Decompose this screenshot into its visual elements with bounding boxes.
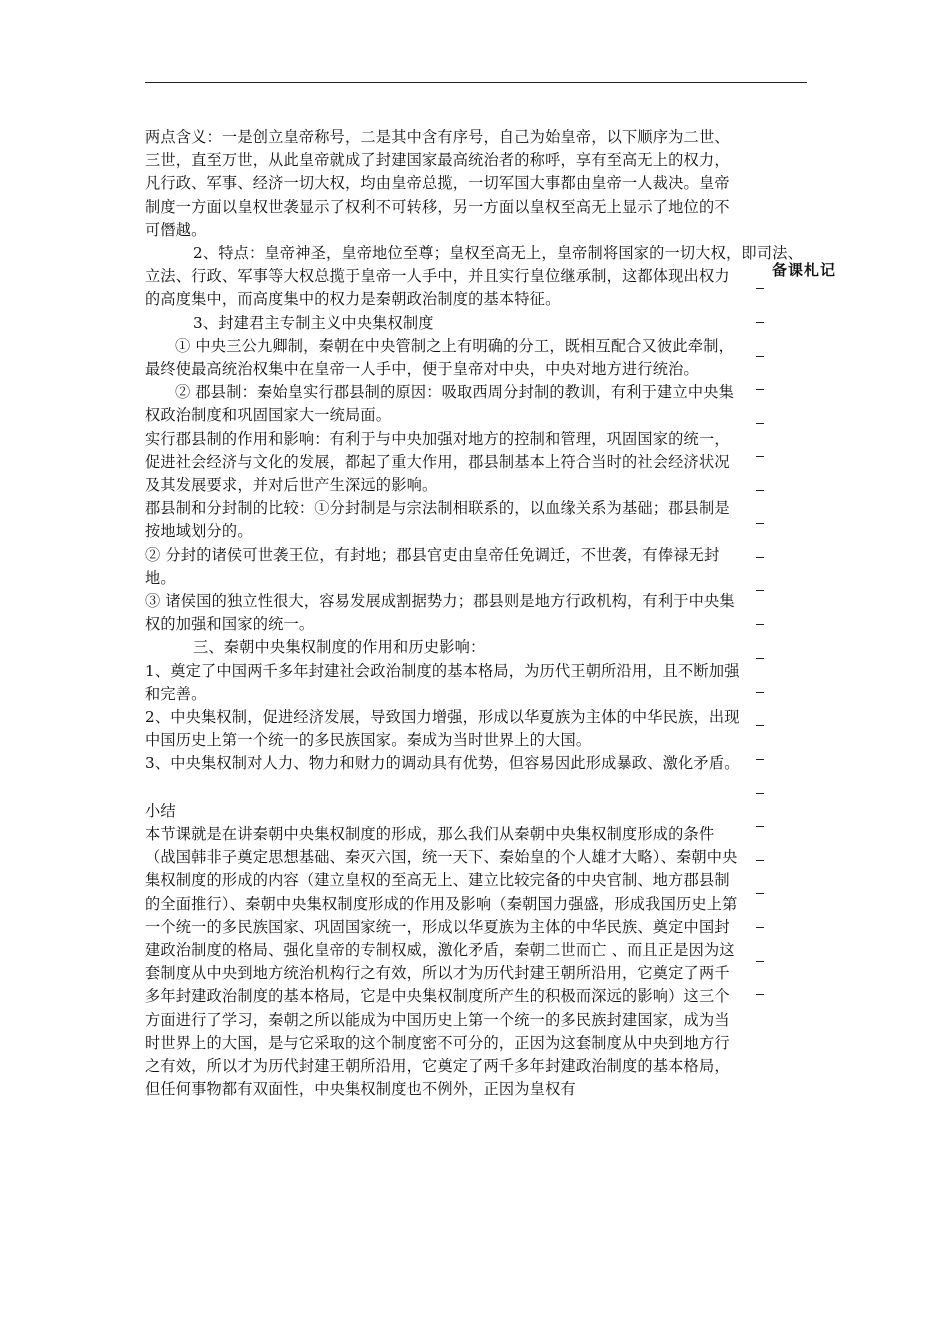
notes-label: 备课札记 [772, 261, 837, 279]
note-line [756, 658, 764, 659]
note-line [756, 893, 764, 894]
note-line [756, 557, 764, 558]
paragraph: 郡县制和分封制的比较：①分封制是与宗法制相联系的，以血缘关系为基础；郡县制是按地域划分的。 [145, 499, 730, 541]
paragraph: 1、奠定了中国两千多年封建社会政治制度的基本格局，为历代王朝所沿用，且不断加强和完善。 [145, 661, 740, 703]
paragraph: 本节课就是在讲秦朝中央集权制度的形成，那么我们从秦朝中央集权制度形成的条件（战国韩非子奠定思想基础、秦灭六国，统一天下、秦始皇的个人雄才大略）、秦朝中央集权制度的形成的内容（建立皇权的至高无上、建立比较完备的中央官制、地方郡县制的全面推行）、秦朝中央集权制度形成的作用及影响（秦朝国力强盛，形成我国历史上第一个统一的多民族国家、巩固国家统一，形成以华夏族为主体的中华民族、奠定中国封建政治制度的格局、强化皇帝的专制权威，激化矛盾，秦朝二世而亡 、而且正是因为这套制度从中央到地方统治机构行之有效，所以才为历代封建王朝所沿用，它奠定了两千多年封建政治制度的基本格局，它是中央集权制度所产生的积极而深远的影响）这三个方面进行了学习，秦朝之所以能成为中国历史上第一个统一的多民族封建国家，成为当时世界上的大国，是与它采取的这个制度密不可分的，正因为这套制度从中央到地方行之有效，所以才为历代封建王朝所沿用，它奠定了两千多年封建政治制度的基本格局，但任何事物都有双面性，中央集权制度也不例外，正因为皇权有 [145, 824, 738, 1099]
note-line [756, 826, 764, 827]
note-line [756, 322, 764, 323]
paragraph: ① 中央三公九卿制，秦朝在中央管制之上有明确的分工，既相互配合又彼此牵制，最终使最高统治权集中在皇帝一人手中，便于皇帝对中央，中央对地方进行统治。 [145, 336, 734, 379]
note-line [756, 793, 764, 794]
note-line [756, 927, 764, 928]
paragraph: 2、中央集权制，促进经济发展，导致国力增强，形成以华夏族为主体的中华民族，出现中国历史上第一个统一的多民族国家。秦成为当时世界上的大国。 [145, 708, 740, 750]
note-line [756, 288, 764, 289]
spacer [145, 776, 745, 800]
paragraph: 实行郡县制的作用和影响：有利于与中央加强对地方的控制和管理，巩固国家的统一，促进社会经济与文化的发展，都起了重大作用，郡县制基本上符合当时的社会经济状况及其发展要求，并对后世产生深远的影响。 [145, 429, 730, 495]
note-line [756, 624, 764, 625]
paragraph: 立法、行政、军事等大权总揽于皇帝一人手中，并且实行皇位继承制，这都体现出权力的高度集中，而高度集中的权力是秦朝政治制度的基本特征。 [145, 267, 730, 309]
paragraph: 两点含义：一是创立皇帝称号，二是其中含有序号，自己为始皇帝，以下顺序为二世、三世，直至万世，从此皇帝就成了封建国家最高统治者的称呼，享有至高无上的权力，凡行政、军事、经济一切大权，均由皇帝总揽，一切军国大事都由皇帝一人裁决。皇帝制度一方面以皇权世袭显示了权利不可转移，另一方面以皇权至高无上显示了地位的不可僭越。 [145, 128, 730, 239]
note-line [756, 456, 764, 457]
note-line [756, 523, 764, 524]
note-line [756, 590, 764, 591]
paragraph: 3、封建君主专制主义中央集权制度 [193, 313, 434, 332]
paragraph: 3、中央集权制对人力、物力和财力的调动具有优势，但容易因此形成暴政、激化矛盾。 [145, 754, 740, 773]
paragraph: ② 分封的诸侯可世袭王位，有封地；郡县官吏由皇帝任免调迁，不世袭，有俸禄无封地。 [145, 545, 720, 587]
paragraph: 小结 [145, 801, 176, 820]
paragraph: 三、秦朝中央集权制度的作用和历史影响： [193, 638, 486, 657]
note-line [756, 994, 764, 995]
note-line [756, 692, 764, 693]
header-rule [145, 82, 807, 83]
paragraph: 2、特点：皇帝神圣，皇帝地位至尊；皇权至高无上，皇帝制将国家的一切大权，即司法、 [193, 244, 803, 263]
note-line [756, 423, 764, 424]
note-line [756, 961, 764, 962]
note-line [756, 725, 764, 726]
note-line [756, 490, 764, 491]
paragraph: ② 郡县制：秦始皇实行郡县制的原因：吸取西周分封制的教训，有利于建立中央集权政治制度和巩固国家大一统局面。 [145, 383, 734, 425]
paragraph: ③ 诸侯国的独立性很大，容易发展成割据势力；郡县则是地方行政机构，有利于中央集权的加强和国家的统一。 [145, 592, 735, 634]
note-line [756, 759, 764, 760]
note-line [756, 389, 764, 390]
note-line [756, 860, 764, 861]
note-line [756, 356, 764, 357]
document-body [145, 126, 803, 1101]
